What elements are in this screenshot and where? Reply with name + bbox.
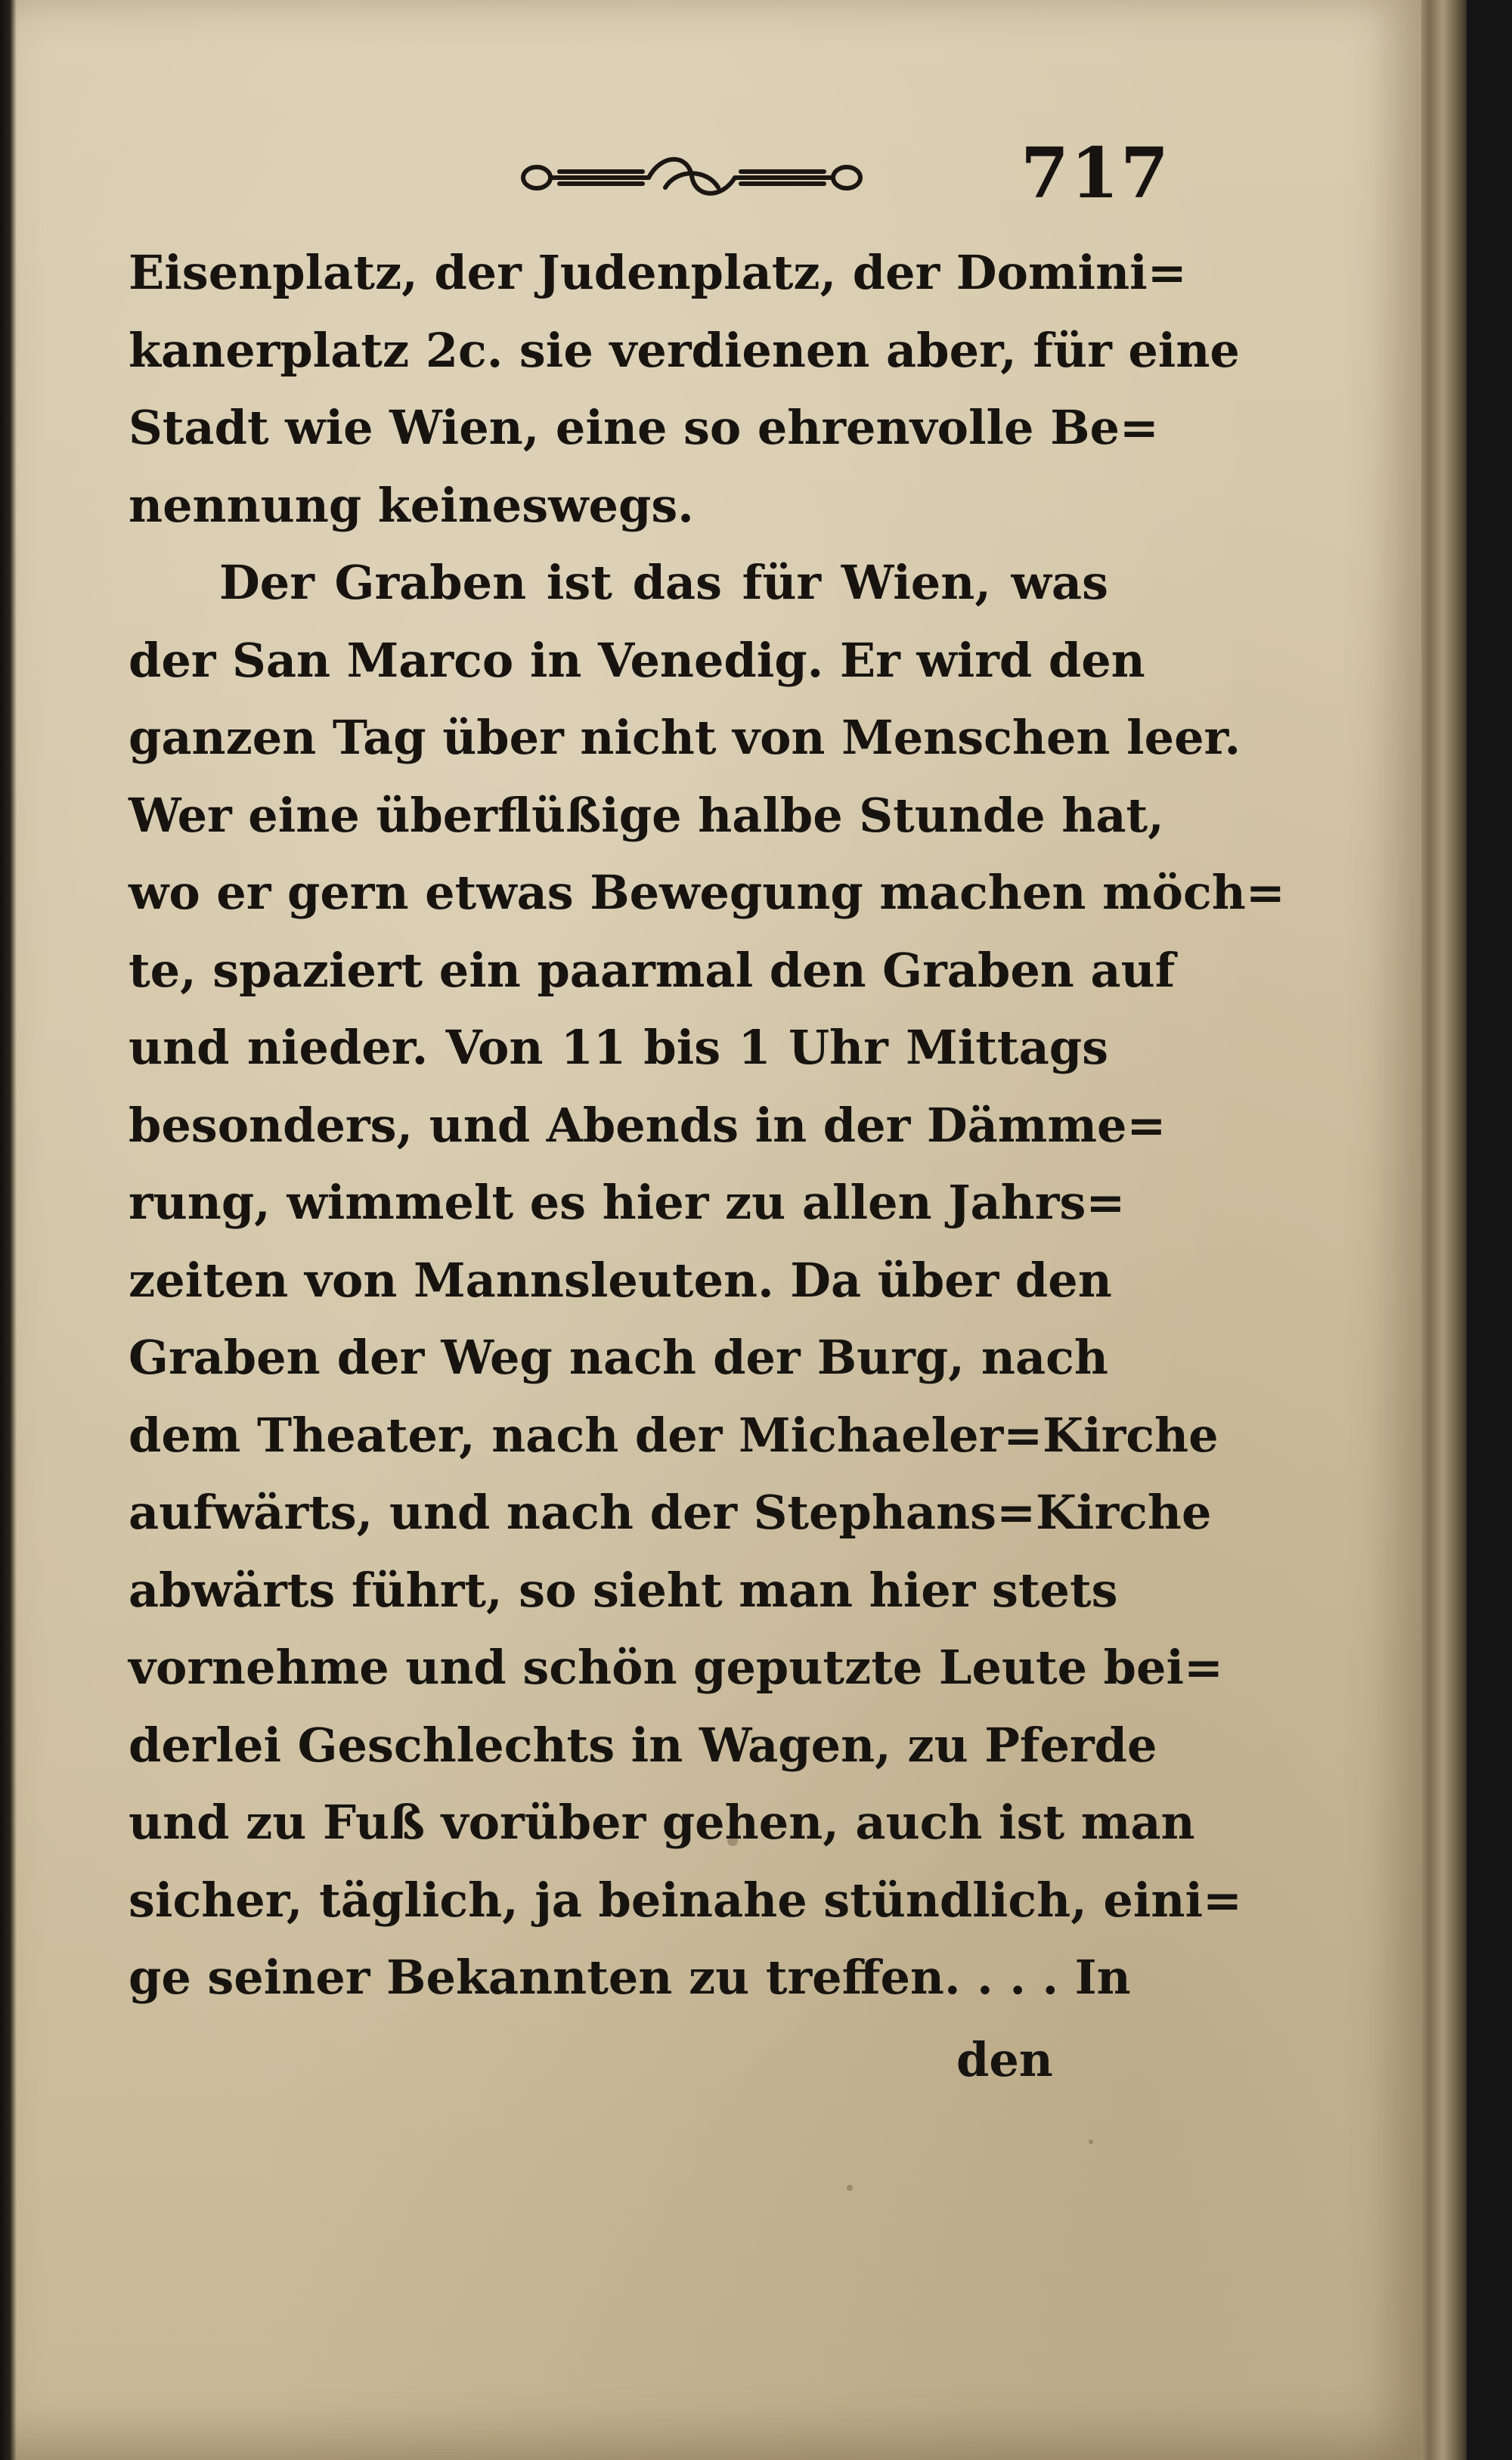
- text-line: Eisenplatz, der Judenplatz, der Domini=: [129, 245, 1187, 300]
- text-line: Stadt wie Wien, eine so ehrenvolle Be=: [129, 400, 1159, 455]
- text-line: kanerplatz 2c. sie verdienen aber, für eine: [129, 322, 1240, 378]
- text-line: rung, wimmelt es hier zu allen Jahrs=: [129, 1175, 1126, 1230]
- text-line: Der Graben ist das für Wien, was: [219, 555, 1108, 610]
- text-line: aufwärts, und nach der Stephans=Kirche: [129, 1485, 1212, 1540]
- text-line: sicher, täglich, ja beinahe stündlich, eini=: [129, 1872, 1242, 1928]
- text-line: der San Marco in Venedig. Er wird den: [129, 632, 1145, 688]
- text-line: ge seiner Bekannten zu treffen. . . . In: [129, 1950, 1131, 2005]
- body-text: [129, 234, 1285, 2017]
- catchword: den: [956, 2032, 1053, 2087]
- text-line: und nieder. Von 11 bis 1 Uhr Mittags: [129, 1020, 1108, 1075]
- text-line: besonders, und Abends in der Dämme=: [129, 1097, 1167, 1153]
- text-line: abwärts führt, so sieht man hier stets: [129, 1562, 1118, 1618]
- text-line: vornehme und schön geputzte Leute bei=: [129, 1640, 1223, 1695]
- text-line: Graben der Weg nach der Burg, nach: [129, 1330, 1108, 1385]
- header-ornament-icon: [514, 146, 869, 206]
- page-number: 717: [1021, 132, 1171, 214]
- page-header: [129, 132, 1171, 215]
- page-gutter-shadow: [0, 0, 17, 2460]
- text-line: Wer eine überflüßige halbe Stunde hat,: [129, 787, 1164, 843]
- text-line: derlei Geschlechts in Wagen, zu Pferde: [129, 1717, 1157, 1773]
- paper-spot: [1089, 2139, 1093, 2144]
- text-line: und zu Fuß vorüber gehen, auch ist man: [129, 1795, 1195, 1850]
- text-line: ganzen Tag über nicht von Menschen leer.: [129, 710, 1241, 765]
- paper-spot: [847, 2185, 853, 2191]
- text-line: zeiten von Mannsleuten. Da über den: [129, 1252, 1112, 1308]
- text-line: wo er gern etwas Bewegung machen möch=: [129, 865, 1285, 920]
- text-line: nennung keineswegs.: [129, 477, 694, 533]
- text-line: dem Theater, nach der Michaeler=Kirche: [129, 1407, 1219, 1463]
- text-line: te, spaziert ein paarmal den Graben auf: [129, 942, 1176, 998]
